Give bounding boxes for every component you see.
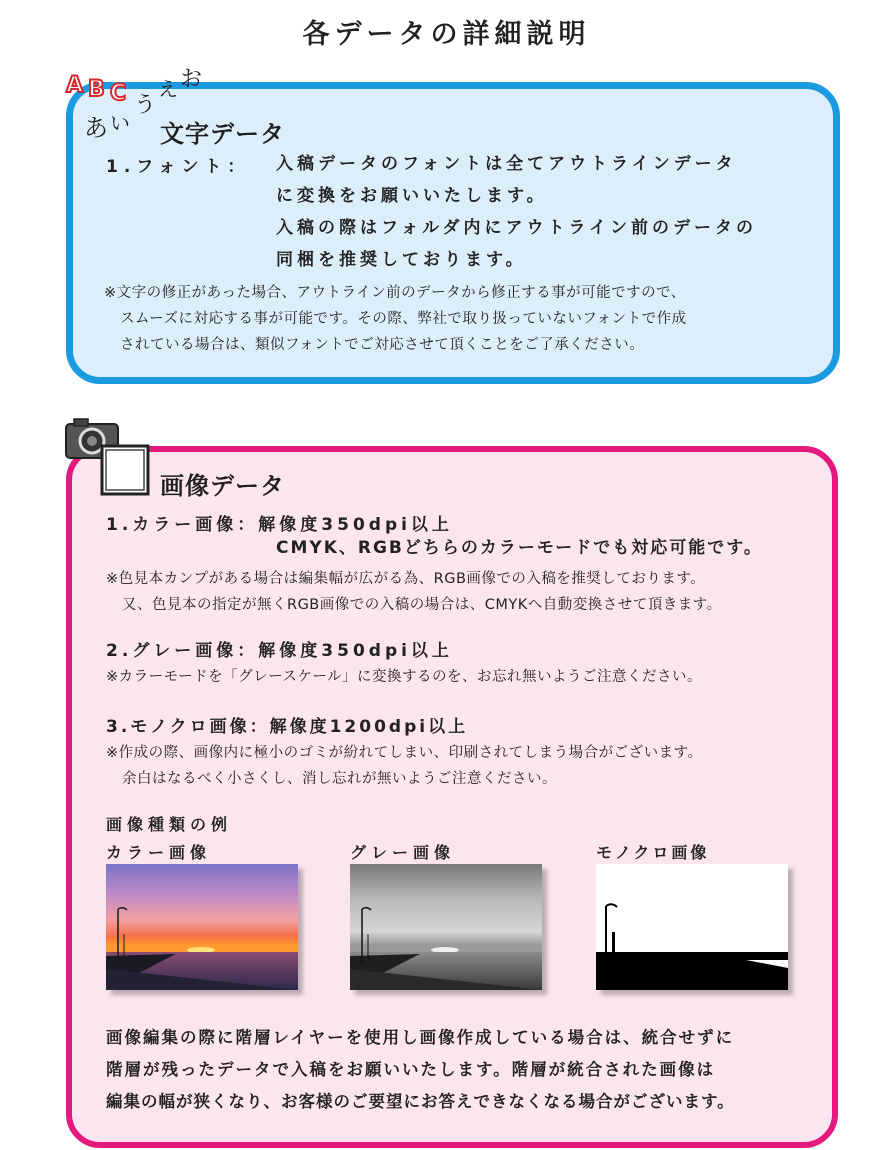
svg-text:お: お [180, 67, 203, 92]
text-note-line: されている場合は、類似フォントでご対応させて頂くことをご了承ください。 [120, 337, 645, 353]
font-instruction-line: 入稿の際はフォルダ内にアウトライン前のデータの [276, 218, 757, 238]
svg-text:A: A [66, 73, 84, 98]
svg-text:え: え [158, 77, 178, 101]
gray-note-line: ※カラーモードを「グレースケール」に変換するのを、お忘れ無いようご注意ください。 [106, 669, 703, 685]
text-note-line: ※文字の修正があった場合、アウトライン前のデータから修正する事が可能ですので、 [104, 285, 686, 301]
color-image-heading: 1.カラー画像：解像度350dpi以上 [106, 515, 453, 535]
camera-photo-icon [62, 414, 157, 504]
mono-sample-image [596, 864, 788, 990]
font-instruction-line: 入稿データのフォントは全てアウトラインデータ [276, 154, 737, 174]
gray-image-heading: 2.グレー画像：解像度350dpi以上 [106, 641, 453, 661]
color-sample-image [106, 864, 298, 990]
image-section-title: 画像データ [160, 472, 285, 500]
svg-text:C: C [110, 81, 127, 106]
mono-note-line: 余白はなるべく小さくし、消し忘れが無いようご注意ください。 [122, 771, 557, 787]
layer-note-line: 編集の幅が狭くなり、お客様のご要望にお答えできなくなる場合がございます。 [106, 1092, 735, 1111]
color-note-line: ※色見本カンプがある場合は編集幅が広がる為、RGB画像での入稿を推奨しております。 [106, 571, 706, 587]
example-label-color: カラー画像 [106, 843, 212, 862]
mono-note-line: ※作成の際、画像内に極小のゴミが紛れてしまい、印刷されてしまう場合がございます。 [106, 745, 703, 761]
color-image-subtext: CMYK、RGBどちらのカラーモードでも対応可能です。 [276, 538, 763, 558]
examples-heading: 画像種類の例 [106, 815, 233, 834]
font-label: 1.フォント： [106, 157, 251, 177]
mono-image-heading: 3.モノクロ画像：解像度1200dpi以上 [106, 717, 469, 737]
page-title: 各データの詳細説明 [302, 19, 591, 50]
svg-text:い: い [110, 111, 130, 135]
font-instruction-line: 同梱を推奨しております。 [276, 250, 527, 270]
layer-note-line: 階層が残ったデータで入稿をお願いいたします。階層が統合された画像は [106, 1060, 716, 1079]
example-label-mono: モノクロ画像 [596, 843, 710, 862]
example-label-gray: グレー画像 [350, 843, 456, 862]
font-instruction-line: に変換をお願いいたします。 [276, 186, 548, 206]
color-note-line: 又、色見本の指定が無くRGB画像での入稿の場合は、CMYKへ自動変換させて頂きます。 [122, 597, 722, 613]
text-section-title: 文字データ [160, 120, 285, 148]
text-note-line: スムーズに対応する事が可能です。その際、弊社で取り扱っていないフォントで作成 [120, 311, 687, 327]
layer-note-line: 画像編集の際に階層レイヤーを使用し画像作成している場合は、統合せずに [106, 1028, 735, 1047]
gray-sample-image [350, 864, 542, 990]
svg-text:B: B [88, 77, 105, 102]
svg-text:あ: あ [84, 114, 108, 142]
svg-text:う: う [134, 93, 157, 118]
